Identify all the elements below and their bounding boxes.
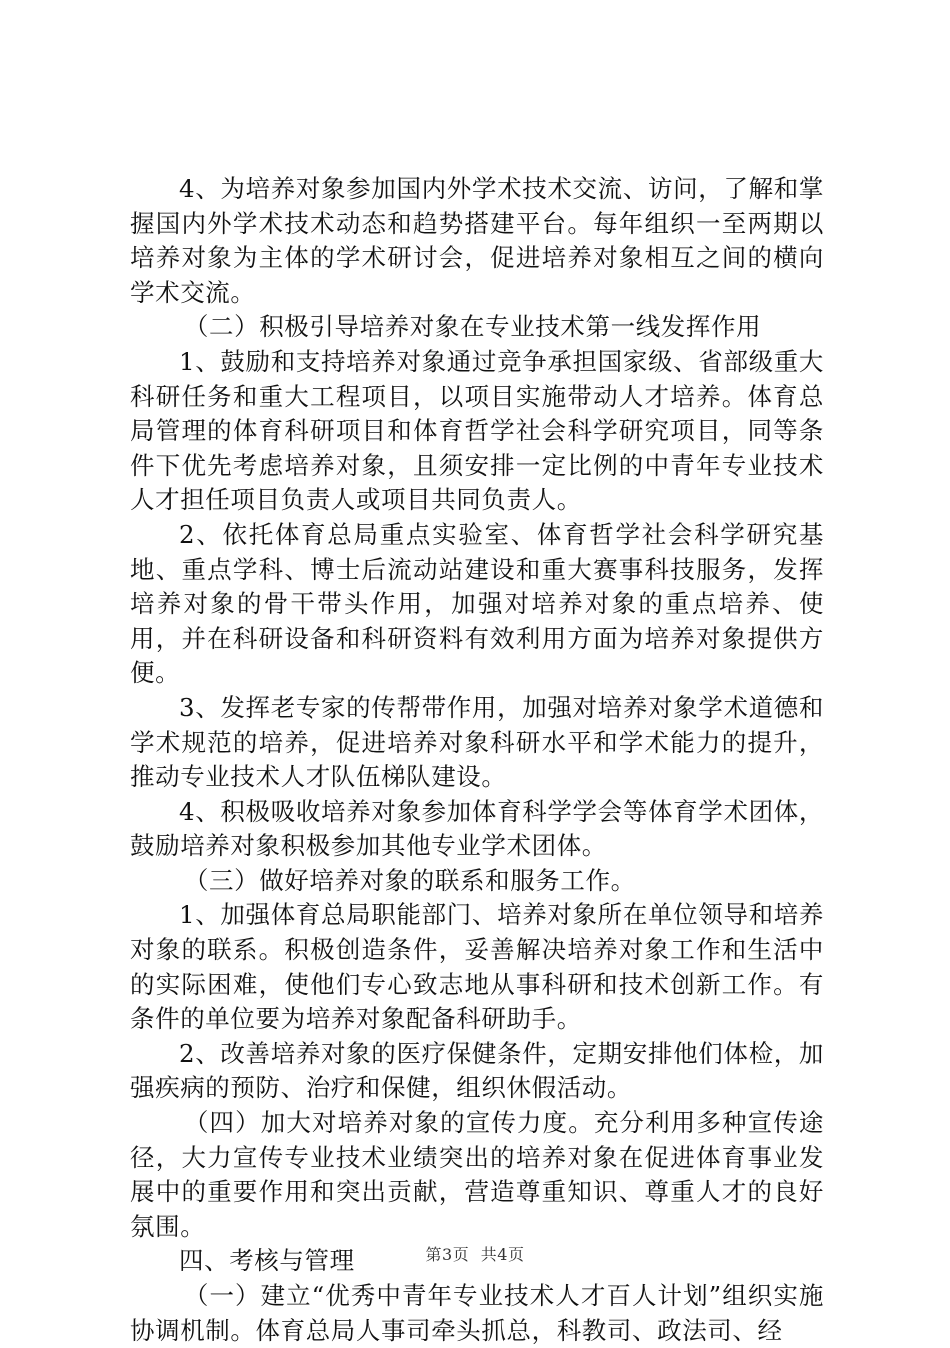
paragraph-3-mentoring: 3、发挥老专家的传帮带作用，加强对培养对象学术道德和学术规范的培养，促进培养对象科研水平和学术能力的提升，推动专业技术人才队伍梯队建设。 [130, 692, 824, 792]
page-number: 第3页 [425, 1245, 470, 1264]
paragraph-4-societies: 4、积极吸收培养对象参加体育科学学会等体育学术团体，鼓励培养对象积极参加其他专业学术团体。 [130, 796, 824, 861]
section-heading-1-mechanism: （一）建立“优秀中青年专业技术人才百人计划”组织实施协调机制。体育总局人事司牵头抓总，科教司、政法司、经 [130, 1281, 824, 1345]
chapter-heading-assessment: 四、考核与管理 [179, 1246, 355, 1276]
section-heading-2: （二）积极引导培养对象在专业技术第一线发挥作用 [183, 312, 762, 342]
section-heading-3: （三）做好培养对象的联系和服务工作。 [183, 865, 636, 895]
page-footer [0, 1242, 950, 1265]
paragraph-4-exchange: 4、为培养对象参加国内外学术技术交流、访问，了解和掌握国内外学术技术动态和趋势搭建平台。每年组织一至两期以培养对象为主体的学术研讨会，促进培养对象相互之间的横向学术交流。 [130, 174, 824, 307]
page-total: 共4页 [480, 1245, 525, 1264]
paragraph-2-labs: 2、依托体育总局重点实验室、体育哲学社会科学研究基地、重点学科、博士后流动站建设和重大赛事科技服务，发挥培养对象的骨干带头作用，加强对培养对象的重点培养、使用，并在科研设备和科研资料有效利用方面为培养对象提供方便。 [130, 519, 824, 688]
paragraph-1-research-tasks: 1、鼓励和支持培养对象通过竞争承担国家级、省部级重大科研任务和重大工程项目，以项目实施带动人才培养。体育总局管理的体育科研项目和体育哲学社会科学研究项目，同等条件下优先考虑培养对象，且须安排一定比例的中青年专业技术人才担任项目负责人或项目共同负责人。 [130, 346, 824, 515]
paragraph-1-contact: 1、加强体育总局职能部门、培养对象所在单位领导和培养对象的联系。积极创造条件，妥善解决培养对象工作和生活中的实际困难，使他们专心致志地从事科研和技术创新工作。有条件的单位要为培养对象配备科研助手。 [130, 900, 824, 1034]
document-body [130, 172, 824, 1348]
section-heading-4: （四）加大对培养对象的宣传力度。充分利用多种宣传途径，大力宣传专业技术业绩突出的培养对象在促进体育事业发展中的重要作用和突出贡献，营造尊重知识、尊重人才的良好氛围。 [130, 1108, 824, 1241]
paragraph-2-healthcare: 2、改善培养对象的医疗保健条件，定期安排他们体检，加强疾病的预防、治疗和保健，组织休假活动。 [130, 1038, 824, 1103]
